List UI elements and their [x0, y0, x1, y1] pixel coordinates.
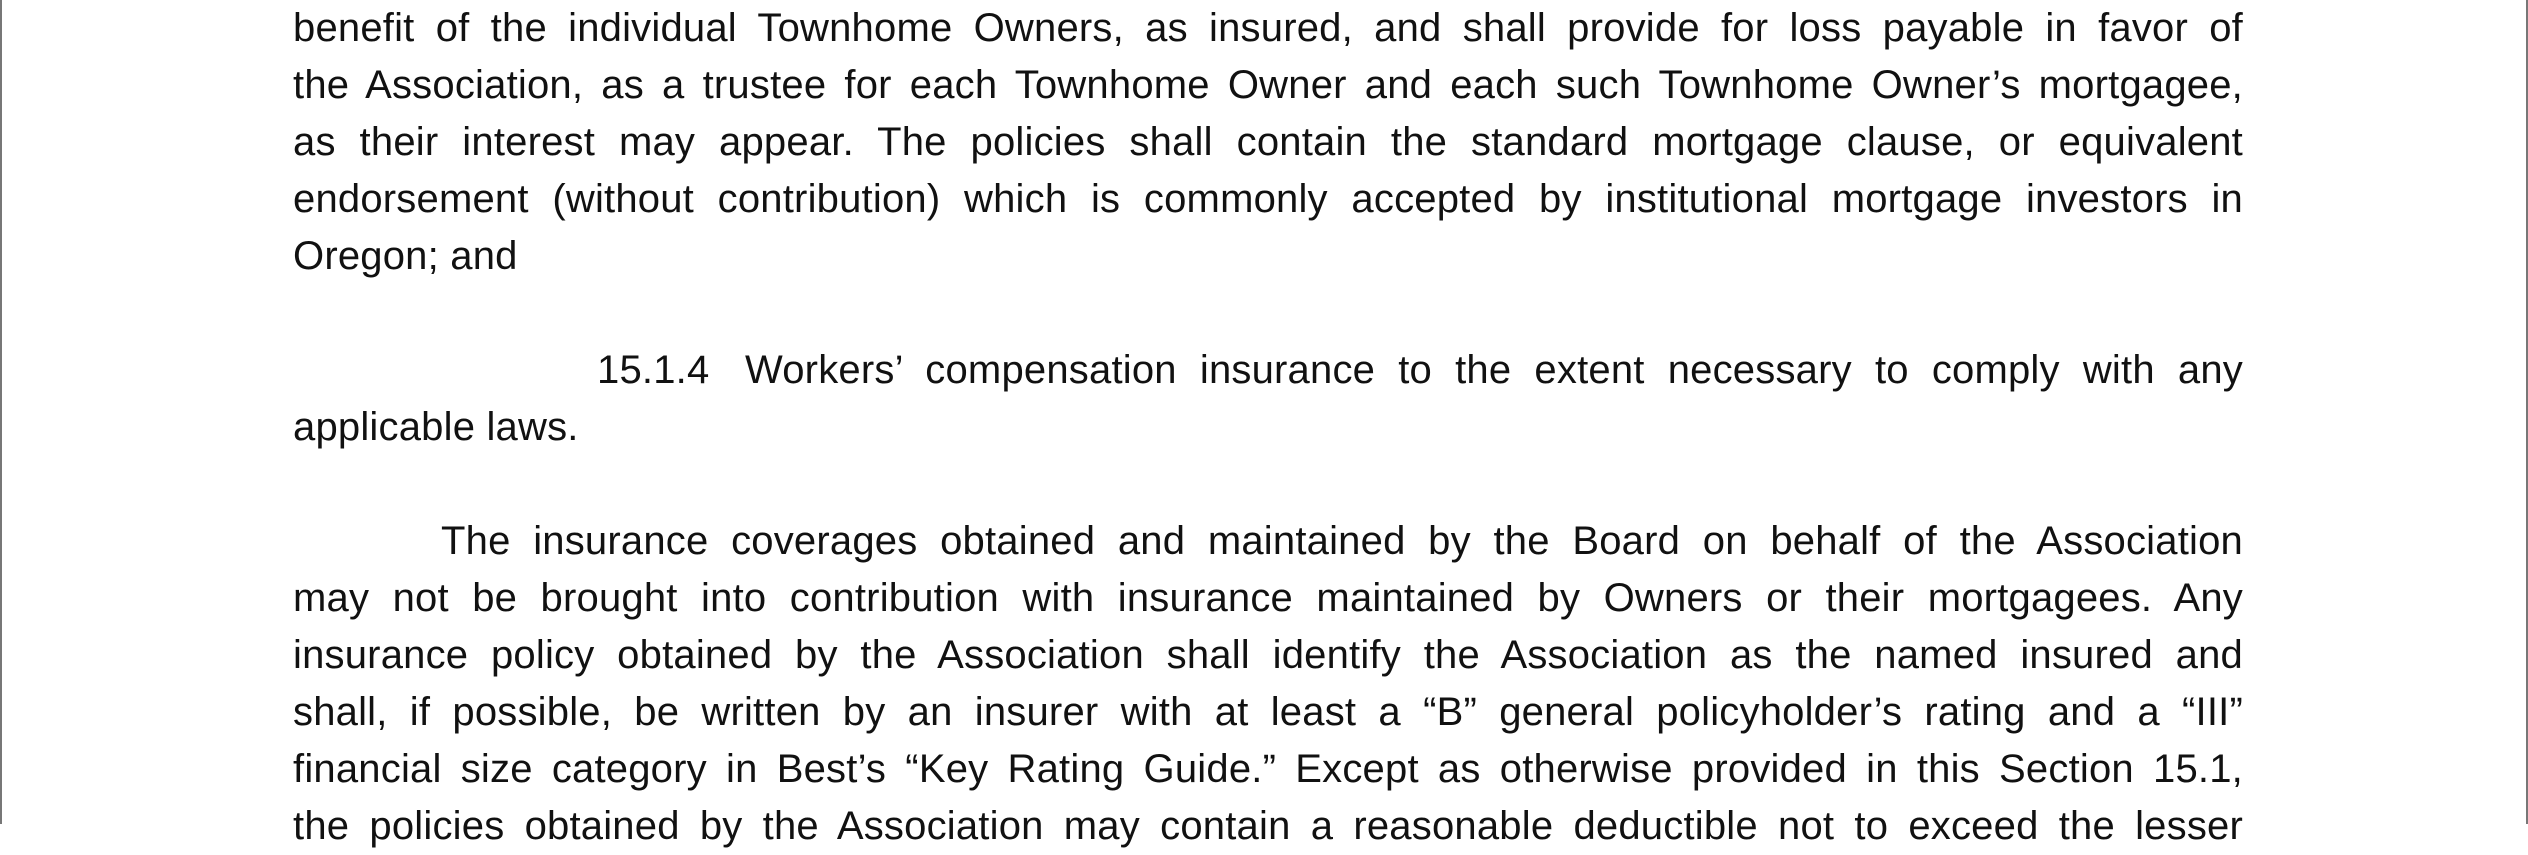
section-15-1-4: [293, 342, 2243, 456]
paragraph-spacer: [293, 285, 2243, 342]
text-line: shall, if possible, be written by an insurer with at least a “B” general policyholder’s rating and a “III”: [293, 690, 2243, 734]
text-line: endorsement (without contribution) which is commonly accepted by institutional mortgage investors in: [293, 177, 2243, 221]
document-body: [293, 0, 2243, 855]
paragraph-insurance-policy: [293, 0, 2243, 285]
text-line: Oregon; and: [293, 234, 518, 278]
text-line: financial size category in Best’s “Key Rating Guide.” Except as otherwise provided in this Section 15.1,: [293, 747, 2243, 791]
left-margin-rule: [0, 0, 2, 824]
text-line: The insurance coverages obtained and maintained by the Board on behalf of the Association: [441, 519, 2243, 563]
paragraph-spacer: [293, 456, 2243, 513]
text-line: the policies obtained by the Association may contain a reasonable deductible not to exceed the lesser: [293, 804, 2243, 848]
section-first-line: [293, 342, 2243, 399]
text-line: applicable laws.: [293, 405, 579, 449]
text-line: benefit of the individual Townhome Owners, as insured, and shall provide for loss payable in favor of: [293, 6, 2243, 50]
section-text: Workers’ compensation insurance to the extent necessary to comply with any: [745, 348, 2243, 392]
paragraph-insurance-coverages: [293, 513, 2243, 855]
section-number: 15.1.4: [597, 348, 710, 392]
text-line: may not be brought into contribution with insurance maintained by Owners or their mortgagees. Any: [293, 576, 2243, 620]
text-line: the Association, as a trustee for each Townhome Owner and each such Townhome Owner’s mortgagee,: [293, 63, 2243, 107]
text-line: insurance policy obtained by the Association shall identify the Association as the named insured and: [293, 633, 2243, 677]
text-line: as their interest may appear. The policies shall contain the standard mortgage clause, or equivalent: [293, 120, 2243, 164]
